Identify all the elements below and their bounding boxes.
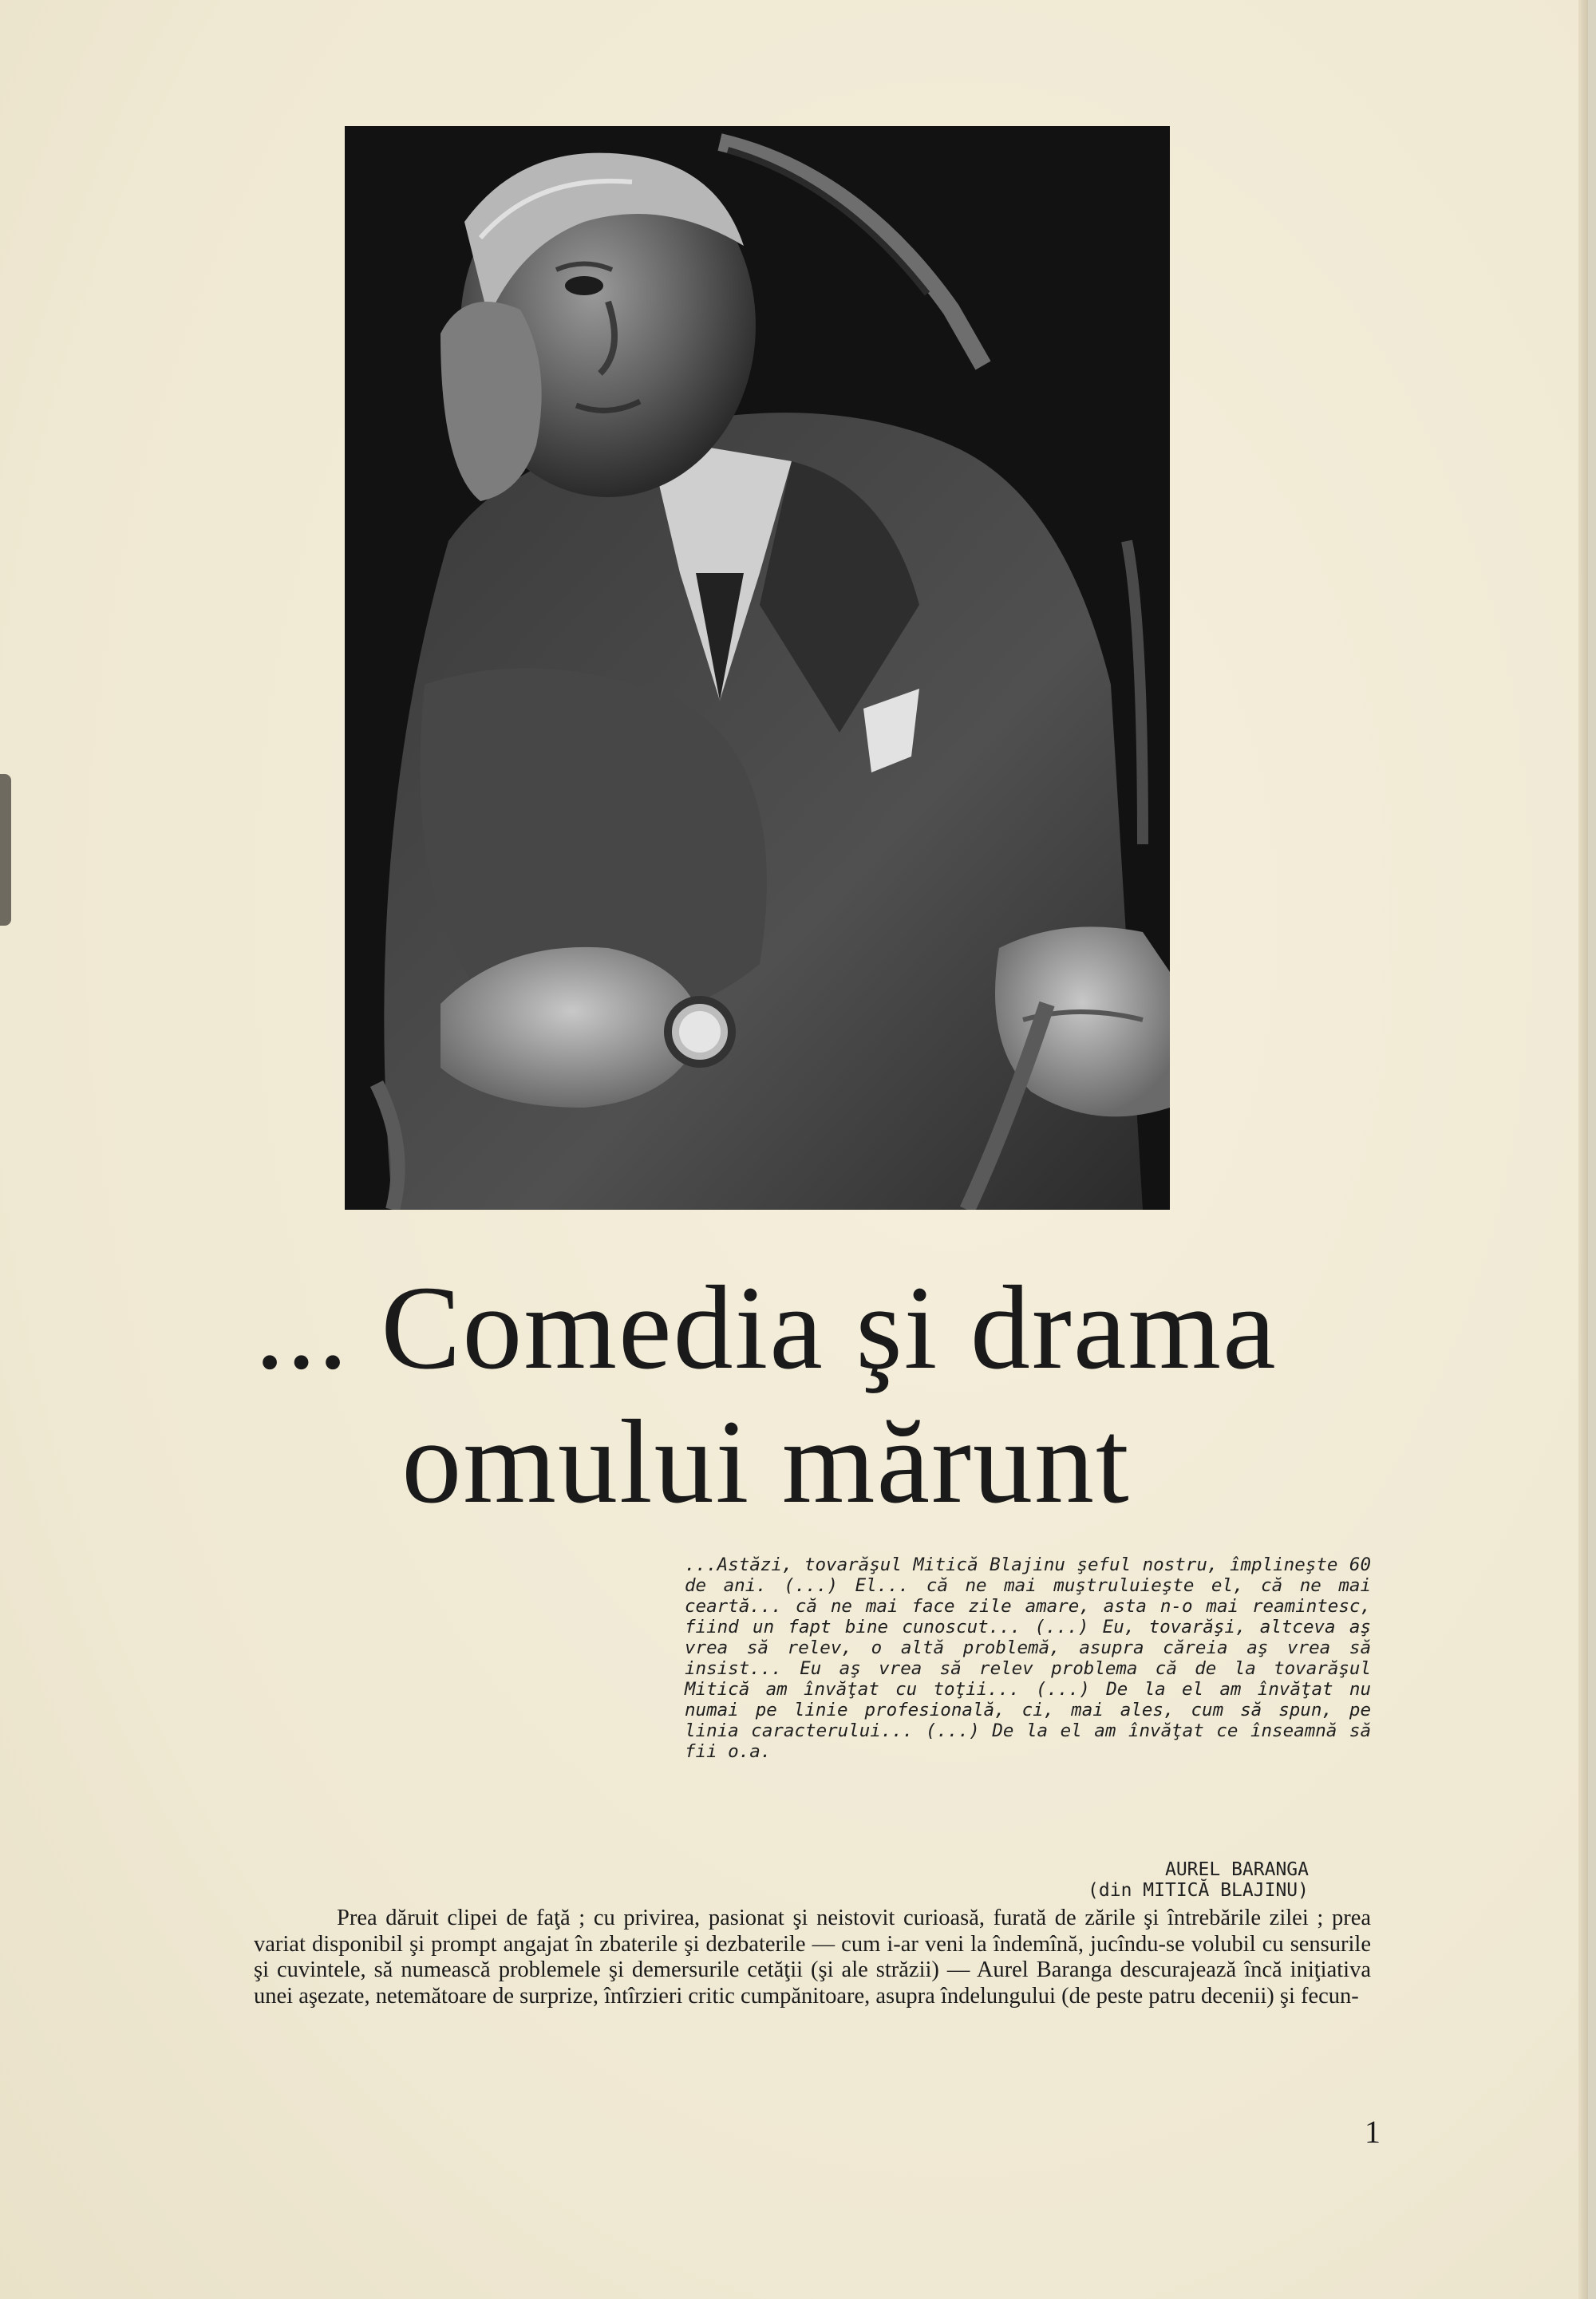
article-title bbox=[136, 1261, 1396, 1529]
article-body: Prea dăruit clipei de faţă ; cu privirea, pasionat şi neistovit curioasă, furată de zările şi întrebările zilei ; prea variat disponibil şi prompt angajat în zbaterile şi dezbaterile — cum i-ar veni la îndemînă, jucîndu-se volubil cu sensurile şi cuvintele, să numească problemele şi demersurile cetăţii (şi ale străzii) — Aurel Baranga descurajează încă iniţiativa unei aşezate, netemătoare de surprize, întîrzieri critic cumpănitoare, asupra îndelungului (de peste patru decenii) şi fecun- bbox=[254, 1906, 1371, 2009]
page-number: 1 bbox=[1365, 2114, 1381, 2150]
title-line-1: ... Comedia şi drama bbox=[255, 1262, 1278, 1394]
page-edge bbox=[1578, 0, 1588, 2299]
title-line-2: omului mărunt bbox=[401, 1396, 1131, 1528]
binding-clip bbox=[0, 774, 11, 926]
portrait-photo bbox=[345, 126, 1170, 1210]
epigraph-attribution bbox=[926, 1859, 1309, 1901]
attribution-source: (din MITICĂ BLAJINU) bbox=[1088, 1880, 1309, 1901]
epigraph-quote: ...Astăzi, tovarăşul Mitică Blajinu şeful nostru, împlineşte 60 de ani. (...) El... că ne mai muştruluieşte el, că ne mai ceartă... că ne mai face zile amare, asta n-o mai reamintesc, fiind un fapt bine cunoscut... (...) Eu, tovarăşi, altceva aş vrea să relev, o altă problemă, asupra căreia aş vrea să insist... Eu aş vrea să relev problema că de la tovarăşul Mitică am învăţat cu toţii... (...) De la el am învăţat nu numai pe linie profesională, ci, mai ales, cum să spun, pe linia caracterului... (...) De la el am învăţat ce înseamnă să fii o.a. bbox=[685, 1554, 1371, 1762]
attribution-author: AUREL BARANGA bbox=[1164, 1859, 1309, 1880]
